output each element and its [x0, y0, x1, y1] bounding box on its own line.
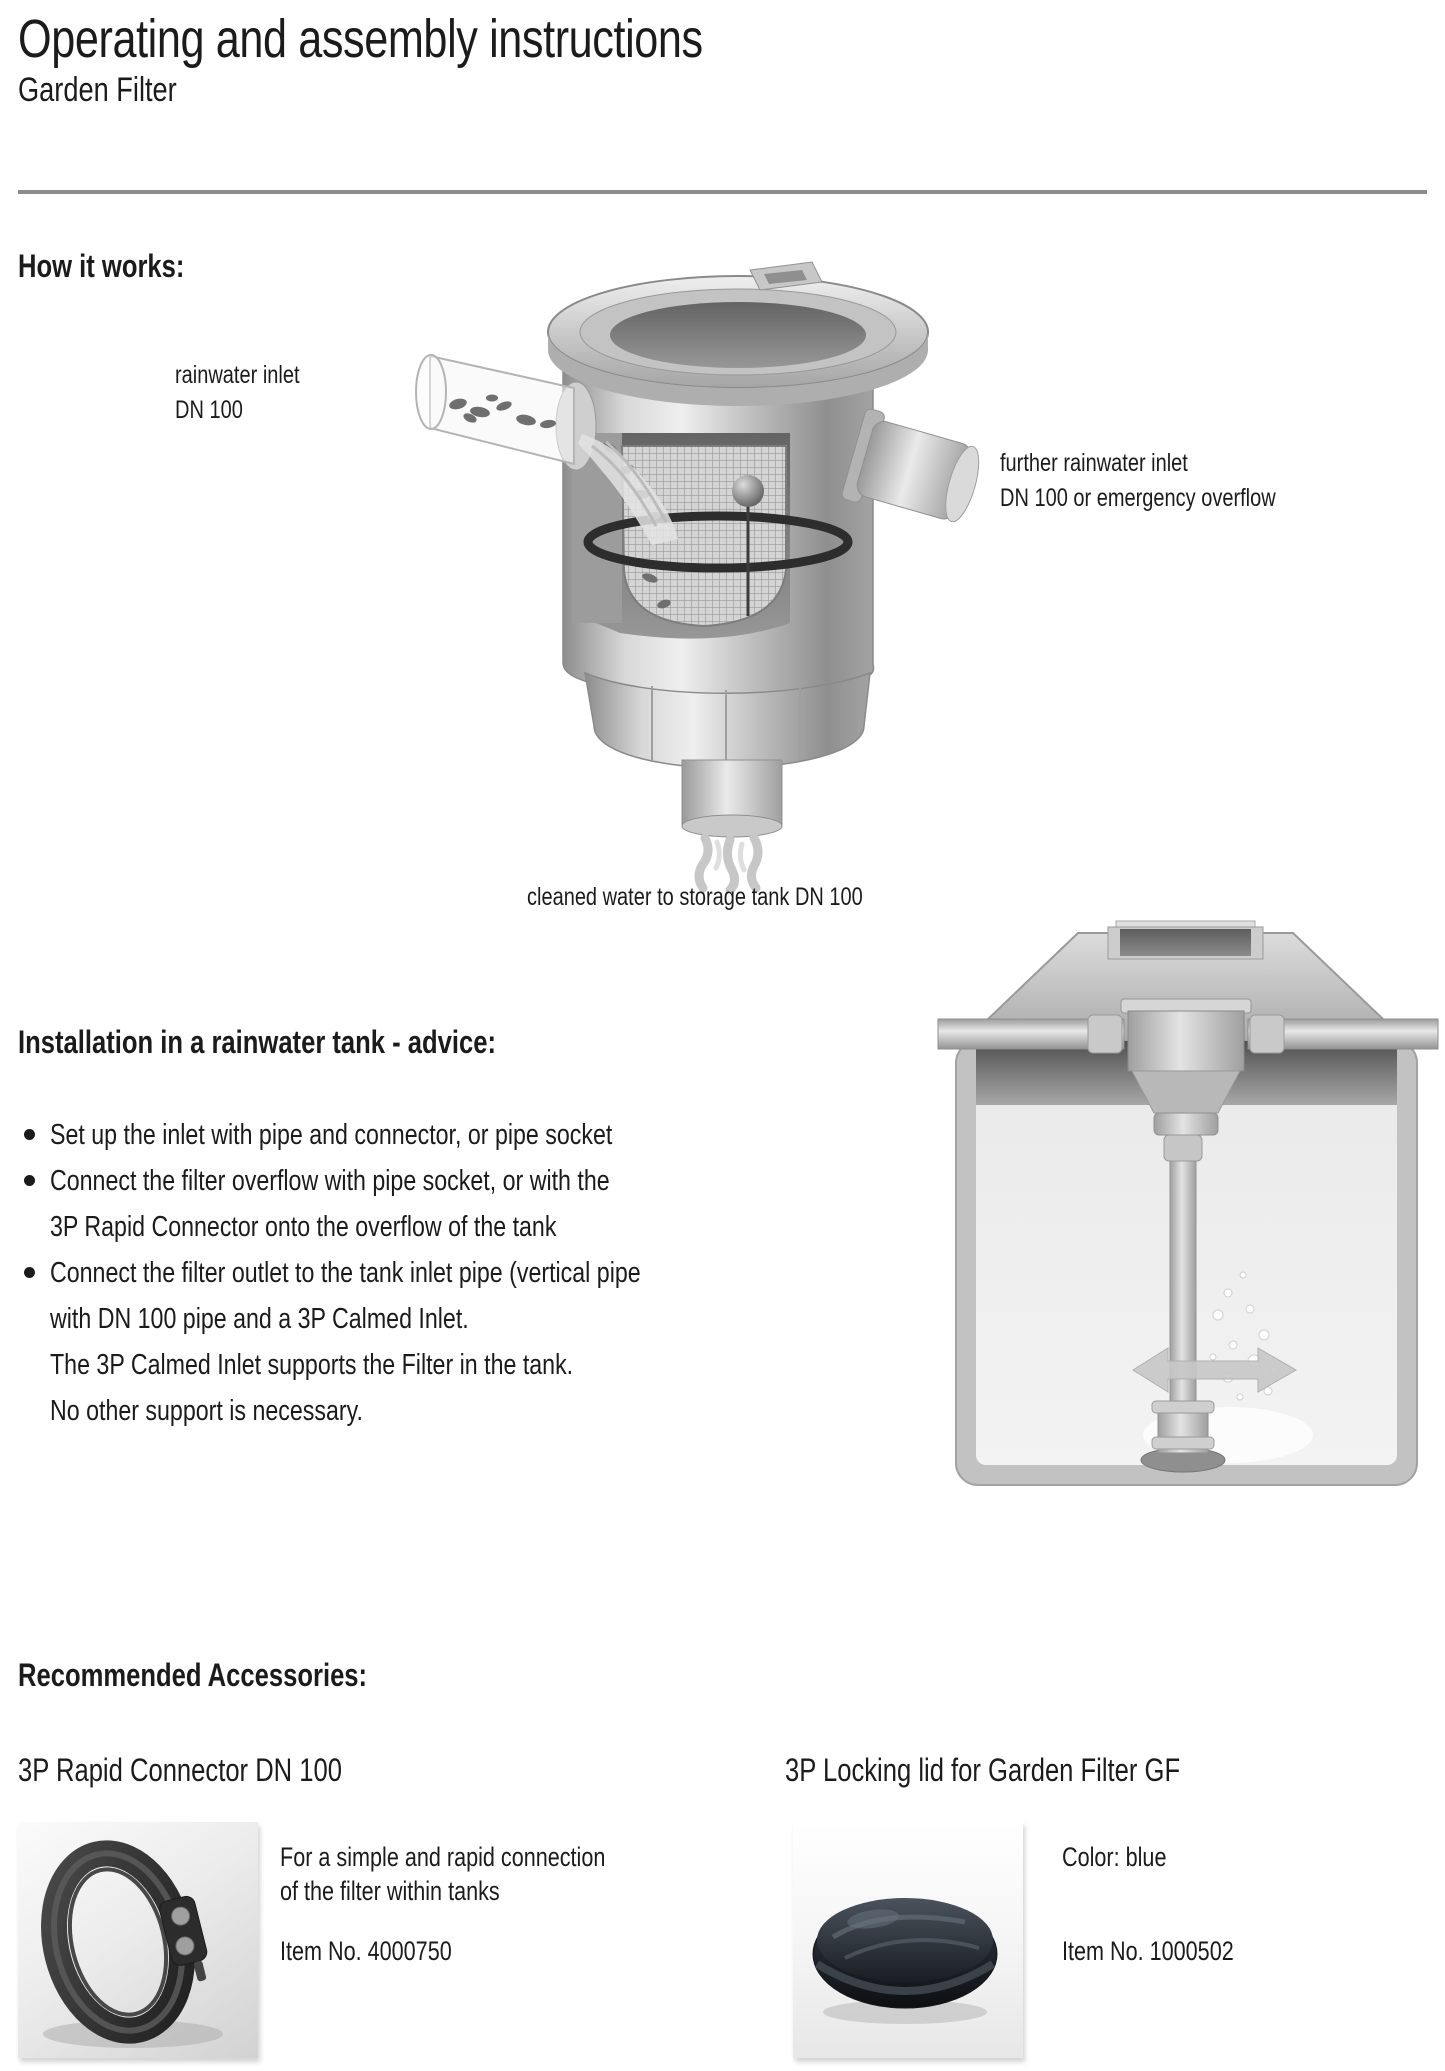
- rapid-connector-item-no: Item No. 4000750: [280, 1936, 452, 1966]
- bullet-icon: [24, 1267, 35, 1278]
- clamp-pin: [193, 1960, 207, 1982]
- filter-unit-body: [1128, 1011, 1244, 1071]
- page-subtitle: Garden Filter: [18, 71, 177, 109]
- installation-heading: Installation in a rainwater tank - advice:: [18, 1024, 496, 1060]
- locking-lid-item-no: Item No. 1000502: [1062, 1936, 1234, 1966]
- description-line: For a simple and rapid connection: [280, 1842, 606, 1872]
- page-title: Operating and assembly instructions: [18, 9, 703, 69]
- locking-lid-image: [793, 1822, 1023, 2058]
- description-line: Color: blue: [1062, 1842, 1167, 1872]
- filter-mesh-basket: [622, 446, 786, 626]
- photo-locking-lid: [793, 1822, 1023, 2058]
- label-line: further rainwater inlet: [1000, 449, 1188, 477]
- filter-mouth: [610, 302, 866, 368]
- float-ball: [732, 475, 764, 507]
- list-item: [18, 1250, 788, 1434]
- bullet-text: with DN 100 pipe and a 3P Calmed Inlet.: [50, 1303, 469, 1335]
- label-rainwater-inlet: [175, 358, 331, 428]
- accessory-title-rapid-connector: 3P Rapid Connector DN 100: [18, 1752, 342, 1788]
- list-item: [18, 1112, 788, 1158]
- bullet-icon: [24, 1175, 35, 1186]
- description-line: of the filter within tanks: [280, 1876, 500, 1906]
- bullet-text: Connect the filter overflow with pipe socket, or with the: [50, 1165, 610, 1197]
- bullet-text: No other support is necessary.: [50, 1395, 363, 1427]
- bullet-text: The 3P Calmed Inlet supports the Filter in the tank.: [50, 1349, 574, 1381]
- neck-opening: [1120, 929, 1251, 956]
- label-further-inlet: [1000, 446, 1345, 516]
- inlet-coupling: [1088, 1015, 1122, 1053]
- divider-rule: [18, 190, 1427, 194]
- accessory-title-locking-lid: 3P Locking lid for Garden Filter GF: [785, 1752, 1181, 1788]
- bullet-text: Connect the filter outlet to the tank inlet pipe (vertical pipe: [50, 1257, 641, 1289]
- calmed-inlet-ring-top: [1152, 1401, 1214, 1413]
- locking-lid-description: [1062, 1840, 1193, 1874]
- bullet-text: Set up the inlet with pipe and connector, or pipe socket: [50, 1119, 613, 1151]
- label-line: cleaned water to storage tank DN 100: [527, 883, 863, 911]
- calmed-inlet-ring-bottom: [1152, 1437, 1214, 1449]
- bullet-icon: [24, 1129, 35, 1140]
- inlet-pipe-mouth: [416, 355, 446, 429]
- rapid-connector-image: [18, 1822, 258, 2058]
- filter-cutaway-illustration: [320, 208, 980, 893]
- tank-installation-illustration: [928, 915, 1445, 1500]
- overflow-coupling: [1250, 1015, 1284, 1053]
- label-cleaned-water: [527, 880, 947, 915]
- accessories-heading: Recommended Accessories:: [18, 1657, 368, 1693]
- how-it-works-heading: How it works:: [18, 248, 185, 284]
- list-item: [18, 1158, 788, 1250]
- bullet-text: 3P Rapid Connector onto the overflow of the tank: [50, 1211, 557, 1243]
- label-line: rainwater inlet: [175, 361, 300, 389]
- photo-rapid-connector: [18, 1822, 258, 2058]
- filter-unit-collar: [1154, 1113, 1218, 1135]
- label-line: DN 100: [175, 396, 243, 424]
- installation-advice-list: [18, 1112, 788, 1434]
- clamp-ring: [36, 1834, 221, 2044]
- label-line: DN 100 or emergency overflow: [1000, 484, 1276, 512]
- rapid-connector-description: [280, 1840, 687, 1908]
- outlet-pipe-end: [682, 815, 782, 837]
- drop-pipe-coupling: [1164, 1135, 1202, 1161]
